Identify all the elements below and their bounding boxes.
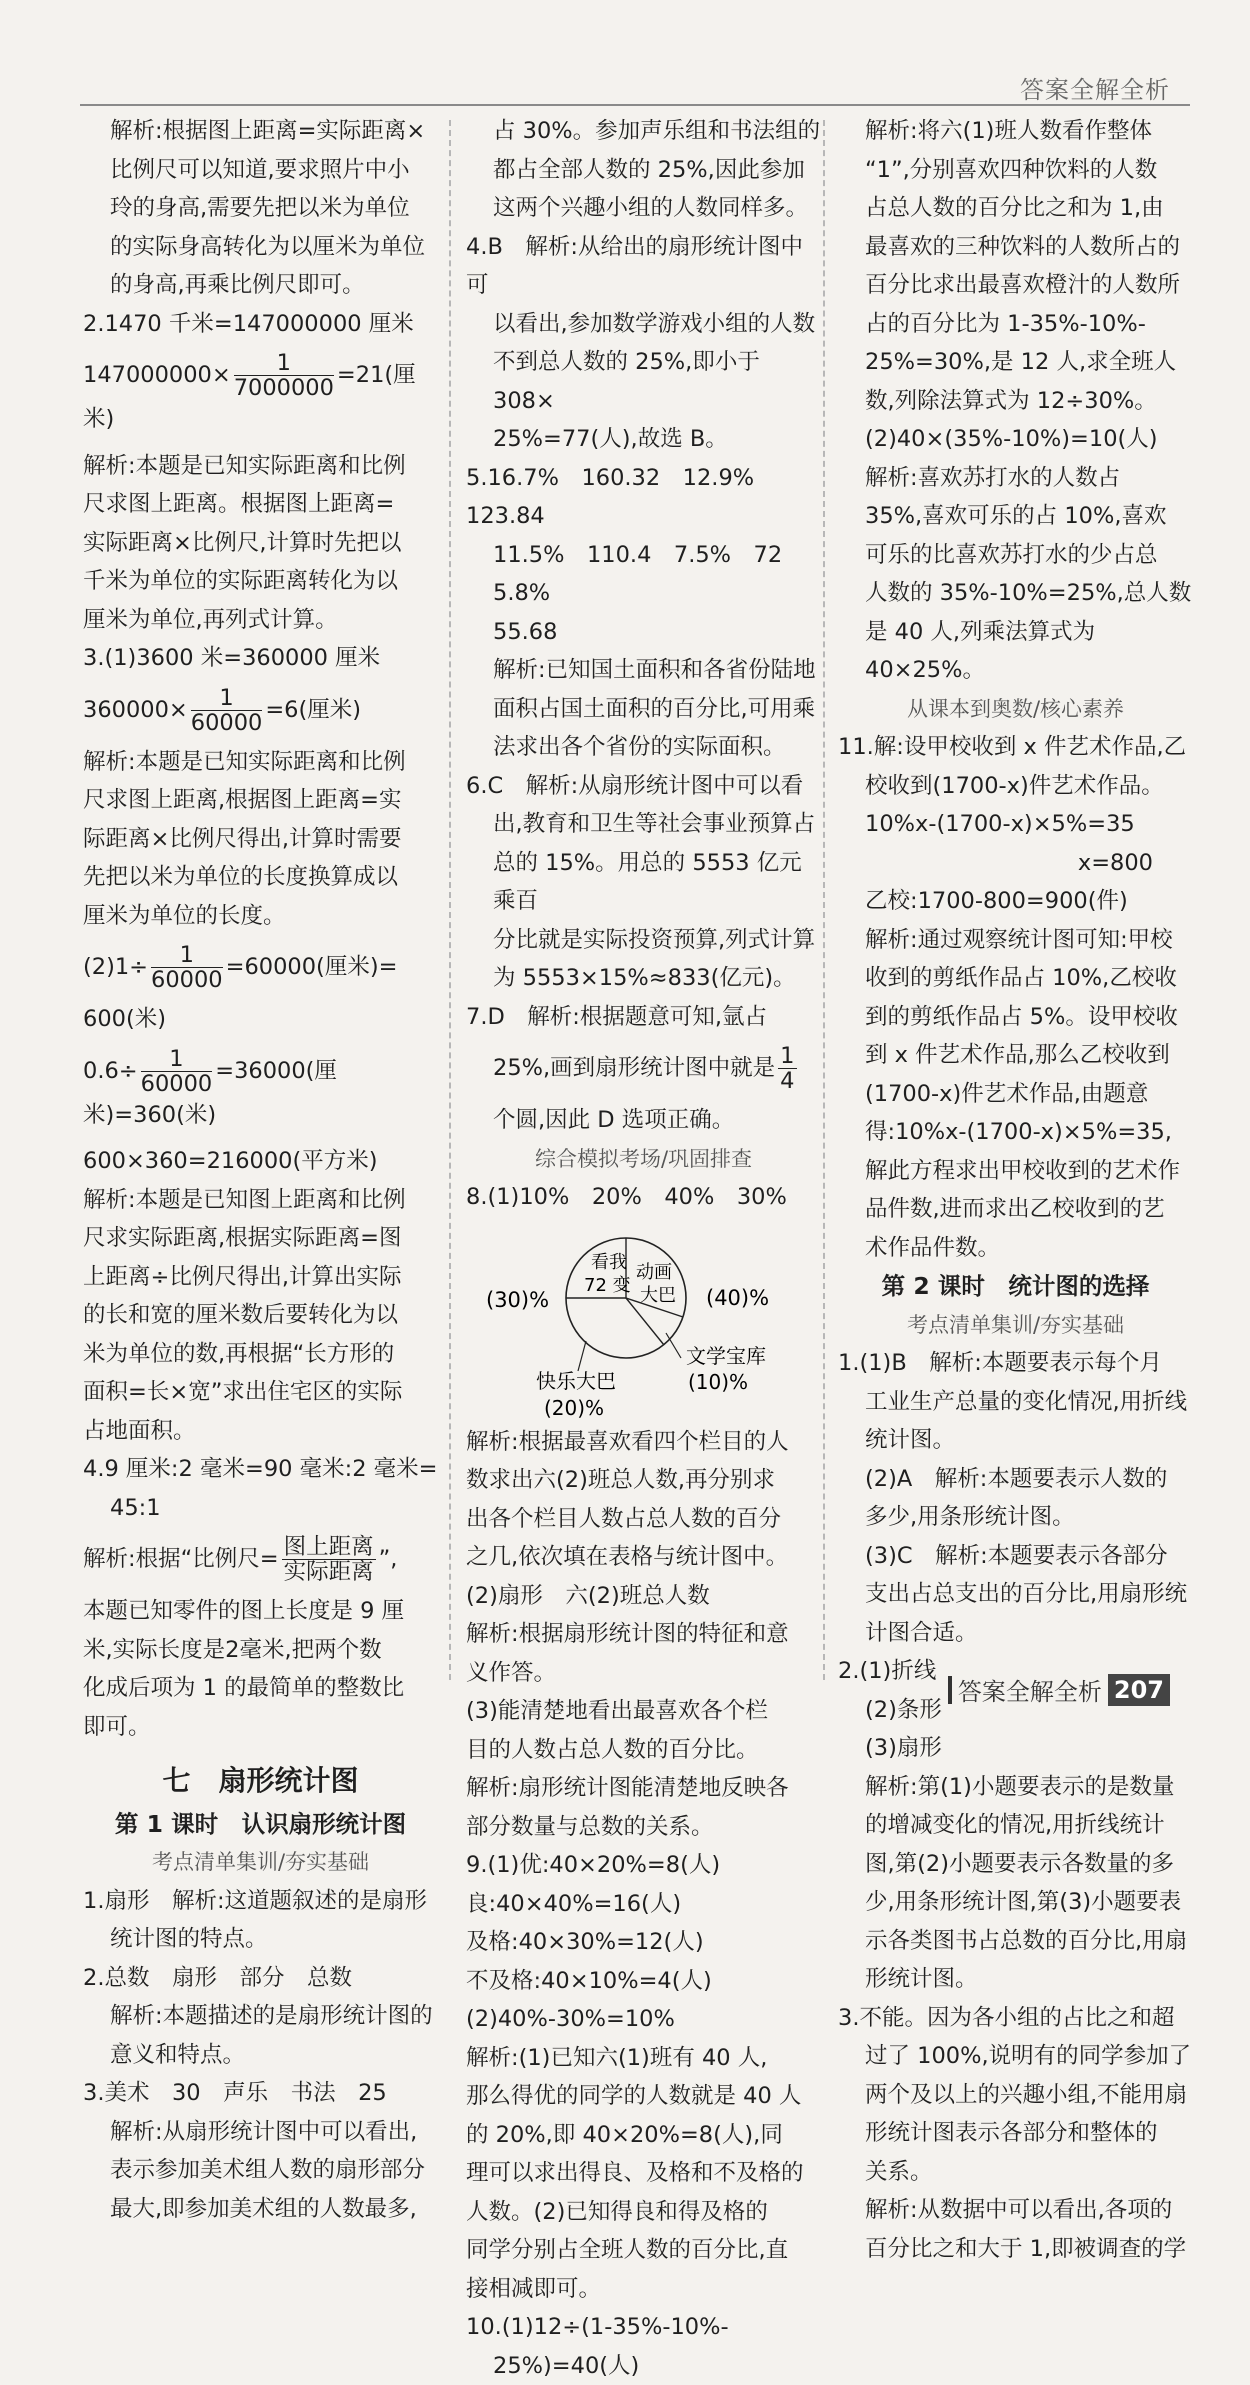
text-line: 解析:从数据中可以看出,各项的 [838,2191,1193,2230]
math-text: =21(厘米) [83,362,416,432]
numerator: 图上距离 [282,1535,376,1560]
text-line: (3)扇形 [838,1729,1193,1768]
column-3 [838,112,1193,2268]
header-rule [80,104,1190,106]
page-number: 207 [1108,1674,1170,1706]
numerator: 1 [151,943,223,968]
fraction [191,686,263,735]
footer-label: 答案全解全析 [958,1672,1102,1707]
pie-label-bottom-right-pct: (10)% [688,1370,748,1394]
column-1 [83,112,438,2228]
text-line: 本题已知零件的图上长度是 9 厘 [83,1592,438,1631]
text-line: (3)C 解析:本题要表示各部分 [838,1537,1193,1576]
text-line: 占总人数的百分比之和为 1,由 [838,189,1193,228]
math-line [83,1047,438,1135]
math-text: 25%,画到扇形统计图中就是 [493,1055,775,1081]
text-line: 解析:本题描述的是扇形统计图的 [83,1997,438,2036]
numerator: 1 [234,351,334,376]
text-line: x=800 [838,844,1193,883]
math-text: =6(厘米) [265,697,361,723]
text-line: 不到总人数的 25%,即小于 308× [466,343,821,420]
text-line: 55.68 [466,613,821,652]
pie-chart [466,1223,821,1423]
text-line: 最大,即参加美术组的人数最多, [83,2190,438,2229]
text-line: 人数的 35%-10%=25%,总人数 [838,574,1193,613]
question-4: 4.B 解析:从给出的扇形统计图中可 [466,228,821,305]
text-line: 总的 15%。用总的 5553 亿元乘百 [466,844,821,921]
answer-1: 1.扇形 解析:这道题叙述的是扇形 [83,1882,438,1921]
text-line: 米,实际长度是2毫米,把两个数 [83,1631,438,1670]
text-line: 际距离×比例尺得出,计算时需要 [83,820,438,859]
text-line: 以看出,参加数学游戏小组的人数 [466,305,821,344]
math-text: =36000(厘米)=360(米) [83,1058,337,1128]
text-line: 两个及以上的兴趣小组,不能用扇 [838,2076,1193,2115]
text-line: 600×360=216000(平方米) [83,1142,438,1181]
text-line: 统计图。 [838,1421,1193,1460]
text-line: 解析:根据扇形统计图的特征和意 [466,1615,821,1654]
text-line: 部分数量与总数的关系。 [466,1808,821,1847]
text-line: 形统计图表示各部分和整体的 [838,2114,1193,2153]
text-line: 解析:本题是已知实际距离和比例 [83,447,438,486]
question-3: 3.(1)3600 米=360000 厘米 [83,639,438,678]
text-line: 先把以米为单位的长度换算成以 [83,858,438,897]
page-footer [948,1672,1170,1707]
text-line: (2)A 解析:本题要表示人数的 [838,1460,1193,1499]
denominator: 60000 [191,711,263,735]
text-line: 人数。(2)已知得良和得及格的 [466,2193,821,2232]
text-line: 面积占国土面积的百分比,可用乘 [466,690,821,729]
text-line: 600(米) [83,1000,438,1039]
text-line: 厘米为单位的长度。 [83,897,438,936]
lesson-title: 第 2 课时 统计图的选择 [838,1267,1193,1306]
text-line: 的身高,再乘比例尺即可。 [83,266,438,305]
math-text: 360000× [83,697,188,723]
question-5: 5.16.7% 160.32 12.9% 123.84 [466,459,821,536]
answer-2: 2.总数 扇形 部分 总数 [83,1959,438,1998]
text-line: 术作品件数。 [838,1229,1193,1268]
text-line: (2)40×(35%-10%)=10(人) [838,420,1193,459]
text-line: 义作答。 [466,1654,821,1693]
fraction [151,943,223,992]
pie-seg-text: 动画 [636,1262,672,1283]
text-line: 解析:根据最喜欢看四个栏目的人 [466,1423,821,1462]
math-text: ”, [379,1546,398,1572]
text-line: 出各个栏目人数占总人数的百分 [466,1500,821,1539]
text-line: 解析:第(1)小题要表示的是数量 [838,1768,1193,1807]
answer-3: 3.不能。因为各小组的占比之和超 [838,1999,1193,2038]
answer-3: 3.美术 30 声乐 书法 25 [83,2074,438,2113]
text-line: 可乐的比喜欢苏打水的少占总 [838,536,1193,575]
pie-seg-text: 大巴 [640,1285,676,1306]
question-10: 10.(1)12÷(1-35%-10%- [466,2308,821,2347]
math-line [83,686,438,735]
text-line: 解析:本题是已知实际距离和比例 [83,743,438,782]
text-line: 占 30%。参加声乐组和书法组的 [466,112,821,151]
section-title: 从课本到奥数/核心素养 [838,690,1193,729]
text-line: 及格:40×30%=12(人) [466,1923,821,1962]
denominator: 7000000 [234,376,334,400]
text-line: 表示参加美术组人数的扇形部分 [83,2151,438,2190]
text-line: (1700-x)件艺术作品,由题意 [838,1075,1193,1114]
math-text: 0.6÷ [83,1058,138,1084]
text-line: “1”,分别喜欢四种饮料的人数 [838,151,1193,190]
question-6: 6.C 解析:从扇形统计图中可以看 [466,767,821,806]
text-line: 示各类图书占总数的百分比,用扇 [838,1922,1193,1961]
math-line [466,1044,821,1093]
text-line: 的增减变化的情况,用折线统计 [838,1806,1193,1845]
text-line: 比例尺可以知道,要求照片中小 [83,151,438,190]
text-line: 解析:本题是已知图上距离和比例 [83,1181,438,1220]
section-title: 考点清单集训/夯实基础 [838,1306,1193,1345]
denominator: 实际距离 [282,1560,376,1584]
chapter-title: 七 扇形统计图 [83,1762,438,1801]
question-2: 2.1470 千米=147000000 厘米 [83,305,438,344]
footer-bar [948,1676,952,1704]
text-line: 厘米为单位,再列式计算。 [83,601,438,640]
text-line: 45:1 [83,1489,438,1528]
text-line: 之几,依次填在表格与统计图中。 [466,1538,821,1577]
question-11: 11.解:设甲校收到 x 件艺术作品,乙 [838,728,1193,767]
text-line: 都占全部人数的 25%,因此参加 [466,151,821,190]
text-line: 25%)=40(人) [466,2347,821,2385]
text-line: 的实际身高转化为以厘米为单位 [83,228,438,267]
question-7: 7.D 解析:根据题意可知,氩占 [466,998,821,1037]
text-line: 35%,喜欢可乐的占 10%,喜欢 [838,497,1193,536]
text-line: 品件数,进而求出乙校收到的艺 [838,1190,1193,1229]
answer-2: 2.(1)折线 [838,1652,1193,1691]
question-4: 4.9 厘米:2 毫米=90 毫米:2 毫米= [83,1450,438,1489]
column-divider-1 [449,120,451,1680]
text-line: 数求出六(2)班总人数,再分别求 [466,1461,821,1500]
text-line: 尺求图上距离。根据图上距离= [83,485,438,524]
text-line: 得:10%x-(1700-x)×5%=35, [838,1113,1193,1152]
text-line: 校收到(1700-x)件艺术作品。 [838,767,1193,806]
text-line: 的长和宽的厘米数后要转化为以 [83,1296,438,1335]
text-line: (2)条形 [838,1691,1193,1730]
text-line: 的 20%,即 40×20%=8(人),同 [466,2116,821,2155]
text-line: 形统计图。 [838,1960,1193,1999]
text-line: 同学分别占全班人数的百分比,直 [466,2231,821,2270]
text-line: 少,用条形统计图,第(3)小题要表 [838,1883,1193,1922]
text-line: 解析:已知国土面积和各省份陆地 [466,651,821,690]
text-line: 分比就是实际投资预算,列式计算 [466,921,821,960]
text-line: 解析:扇形统计图能清楚地反映各 [466,1769,821,1808]
text-line: 为 5553×15%≈833(亿元)。 [466,959,821,998]
leader-line [666,1333,681,1358]
text-line: 计图合适。 [838,1614,1193,1653]
pie-label-bottom-right: 文学宝库 [686,1344,766,1368]
text-line: 实际距离×比例尺,计算时先把以 [83,524,438,563]
text-line: (2)40%-30%=10% [466,2000,821,2039]
pie-label-bottom-left-pct: (20)% [544,1396,604,1420]
text-line: 那么得优的同学的人数就是 40 人 [466,2077,821,2116]
denominator: 4 [778,1069,796,1093]
math-text: 解析:根据“比例尺= [83,1546,279,1572]
denominator: 60000 [141,1072,213,1096]
text-line: 意义和特点。 [83,2036,438,2075]
text-line: 玲的身高,需要先把以米为单位 [83,189,438,228]
pie-chart-svg [466,1223,821,1423]
text-line: 目的人数占总人数的百分比。 [466,1731,821,1770]
text-line: 不及格:40×10%=4(人) [466,1962,821,2001]
text-line: 解析:(1)已知六(1)班有 40 人, [466,2039,821,2078]
math-text: 147000000× [83,362,231,388]
text-line: 到的剪纸作品占 5%。设甲校收 [838,998,1193,1037]
text-line: 解析:根据图上距离=实际距离× [83,112,438,151]
pie-label-bottom-left: 快乐大巴 [536,1369,616,1393]
text-line: 解析:通过观察统计图可知:甲校 [838,921,1193,960]
text-line: 最喜欢的三种饮料的人数所占的 [838,228,1193,267]
fraction [282,1535,376,1584]
text-line: 接相减即可。 [466,2270,821,2309]
fraction [778,1044,796,1093]
text-line: (2)扇形 六(2)班总人数 [466,1577,821,1616]
text-line: (3)能清楚地看出最喜欢各个栏 [466,1692,821,1731]
text-line: 百分比求出最喜欢橙汁的人数所 [838,266,1193,305]
text-line: 个圆,因此 D 选项正确。 [466,1101,821,1140]
text-line: 多少,用条形统计图。 [838,1498,1193,1537]
pie-seg-text: 看我 [591,1252,627,1273]
text-line: 关系。 [838,2153,1193,2192]
text-line: 即可。 [83,1708,438,1747]
pie-label-left: (30)% [486,1288,549,1312]
text-line: 25%=30%,是 12 人,求全班人 [838,343,1193,382]
text-line: 10%x-(1700-x)×5%=35 [838,805,1193,844]
text-line: 这两个兴趣小组的人数同样多。 [466,189,821,228]
text-line: 图,第(2)小题要表示各数量的多 [838,1845,1193,1884]
question-8: 8.(1)10% 20% 40% 30% [466,1178,821,1217]
text-line: 是 40 人,列乘法算式为 40×25%。 [838,613,1193,690]
text-line: 法求出各个省份的实际面积。 [466,728,821,767]
section-title: 考点清单集训/夯实基础 [83,1843,438,1882]
text-line: 尺求图上距离,根据图上距离=实 [83,781,438,820]
math-text: (2)1÷ [83,954,148,980]
text-line: 解此方程求出甲校收到的艺术作 [838,1152,1193,1191]
text-line: 化成后项为 1 的最简单的整数比 [83,1669,438,1708]
text-line: 理可以求出得良、及格和不及格的 [466,2154,821,2193]
numerator: 1 [191,686,263,711]
text-line: 良:40×40%=16(人) [466,1885,821,1924]
text-line: 到 x 件艺术作品,那么乙校收到 [838,1036,1193,1075]
text-line: 解析:喜欢苏打水的人数占 [838,459,1193,498]
fraction [141,1047,213,1096]
text-line: 上距离÷比例尺得出,计算出实际 [83,1258,438,1297]
section-title: 综合模拟考场/巩固排查 [466,1140,821,1179]
text-line: 出,教育和卫生等社会事业预算占 [466,805,821,844]
text-line: 解析:从扇形统计图中可以看出, [83,2113,438,2152]
text-line: 千米为单位的实际距离转化为以 [83,562,438,601]
lesson-title: 第 1 课时 认识扇形统计图 [83,1805,438,1844]
text-line: 数,列除法算式为 12÷30%。 [838,382,1193,421]
question-9: 9.(1)优:40×20%=8(人) [466,1846,821,1885]
math-line [83,943,438,992]
text-line: 收到的剪纸作品占 10%,乙校收 [838,959,1193,998]
text-line: 工业生产总量的变化情况,用折线 [838,1383,1193,1422]
text-line: 面积=长×宽”求出住宅区的实际 [83,1373,438,1412]
denominator: 60000 [151,968,223,992]
text-line: 占的百分比为 1-35%-10%- [838,305,1193,344]
column-divider-2 [823,120,825,1680]
text-line: 解析:将六(1)班人数看作整体 [838,112,1193,151]
numerator: 1 [778,1044,796,1069]
pie-label-right: (40)% [706,1286,769,1310]
text-line: 25%=77(人),故选 B。 [466,420,821,459]
text-line: 11.5% 110.4 7.5% 72 5.8% [466,536,821,613]
pie-seg-text: 72 变 [584,1275,631,1296]
text-line: 统计图的特点。 [83,1920,438,1959]
text-line: 过了 100%,说明有的同学参加了 [838,2037,1193,2076]
header-label: 答案全解全析 [1020,70,1170,105]
math-text: =60000(厘米)= [226,954,398,980]
fraction [234,351,334,400]
leader-line [578,1341,586,1371]
math-line [83,1535,438,1584]
text-line: 百分比之和大于 1,即被调查的学 [838,2230,1193,2269]
column-2 [466,112,821,2385]
text-line: 乙校:1700-800=900(件) [838,882,1193,921]
text-line: 尺求实际距离,根据实际距离=图 [83,1219,438,1258]
text-line: 米为单位的数,再根据“长方形的 [83,1335,438,1374]
text-line: 占地面积。 [83,1412,438,1451]
text-line: 支出占总支出的百分比,用扇形统 [838,1575,1193,1614]
math-line [83,351,438,439]
numerator: 1 [141,1047,213,1072]
answer-1: 1.(1)B 解析:本题要表示每个月 [838,1344,1193,1383]
